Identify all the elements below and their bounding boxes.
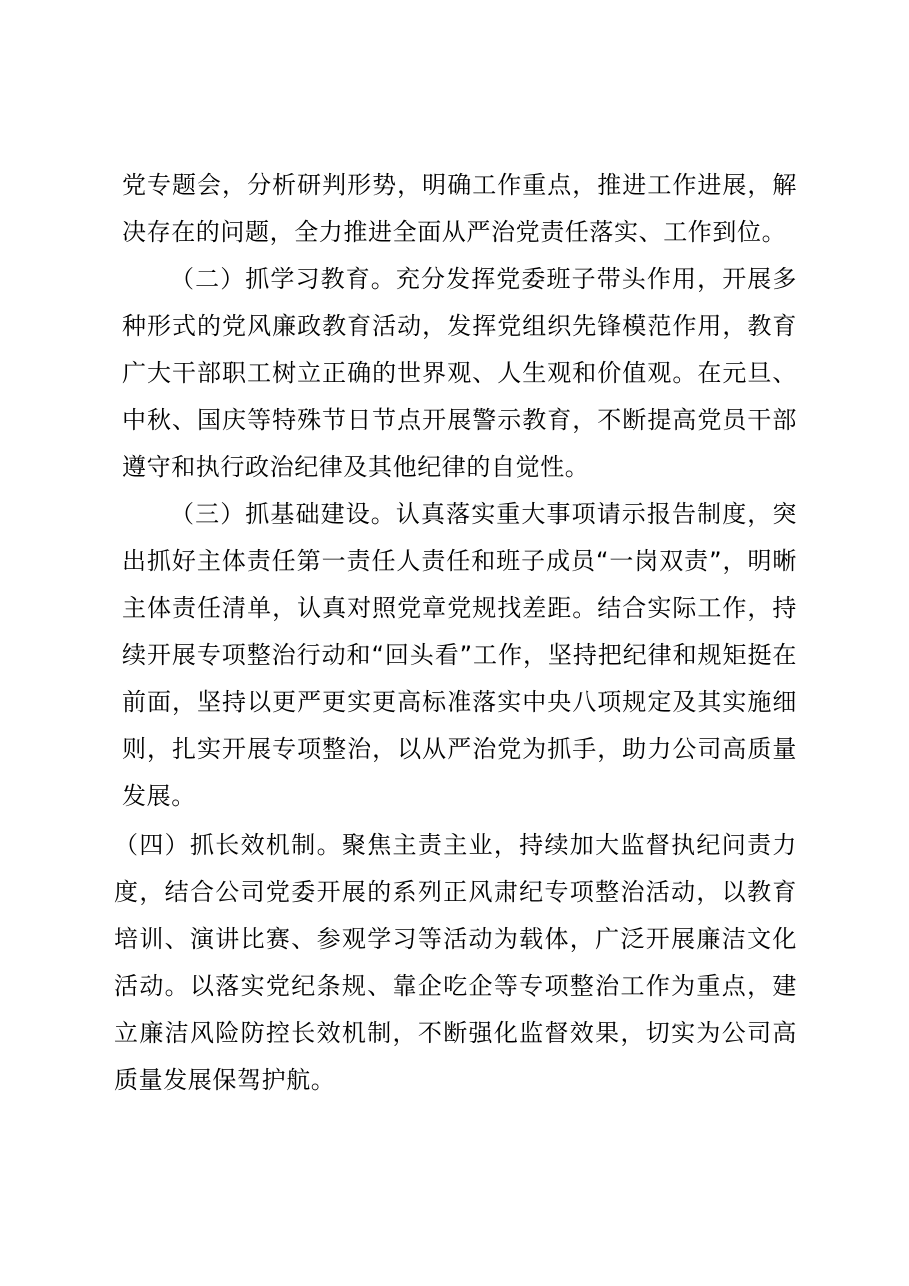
document-body [114,162,797,1104]
paragraph-study-education: （二）抓学习教育。充分发挥党委班子带头作用，开展多种形式的党风廉政教育活动，发挥党组织先锋模范作用，教育广大干部职工树立正确的世界观、人生观和价值观。在元旦、中秋、国庆等特殊节日节点开展警示教育，不断提高党员干部遵守和执行政治纪律及其他纪律的自觉性。 [122,265,797,481]
paragraph-continuation: 党专题会，分析研判形势，明确工作重点，推进工作进展，解决存在的问题，全力推进全面从严治党责任落实、工作到位。 [122,171,797,246]
paragraph-long-term-mechanism: （四）抓长效机制。聚焦主责主业，持续加大监督执纪问责力度，结合公司党委开展的系列正风肃纪专项整治活动，以教育培训、演讲比赛、参观学习等活动为载体，广泛开展廉洁文化活动。以落实党纪条规、靠企吃企等专项整治工作为重点，建立廉洁风险防控长效机制，不断强化监督效果，切实为公司高质量发展保驾护航。 [114,831,797,1094]
paragraph-foundation-building: （三）抓基础建设。认真落实重大事项请示报告制度，突出抓好主体责任第一责任人责任和班子成员“一岗双责”，明晰主体责任清单，认真对照党章党规找差距。结合实际工作，持续开展专项整治行动和“回头看”工作，坚持把纪律和规矩挺在前面，坚持以更严更实更高标准落实中央八项规定及其实施细则，扎实开展专项整治，以从严治党为抓手，助力公司高质量发展。 [122,500,797,810]
